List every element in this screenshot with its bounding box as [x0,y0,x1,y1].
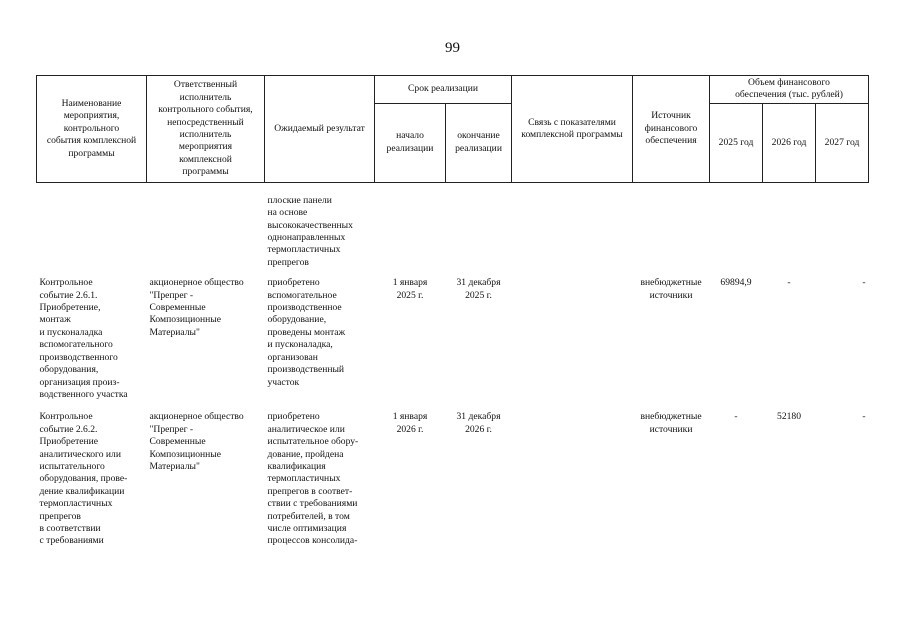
row-source: внебюджетные источники [640,411,702,435]
row-link [512,411,633,557]
page-number: 99 [445,40,460,56]
row-2026: - [787,277,791,289]
row-end: 31 декабря 2025 г. [456,277,501,301]
row-expected: приобретено аналитическое или испытательное обору- дование, пройдена квалификация термопластичных препрегов в соответ- ствии с требованиями потребителей, в том числе оптимизация процессов консолида- [267,411,359,547]
row-2026: 52180 [777,411,801,423]
table-row [37,277,869,411]
header-source: Источник финансового обеспечения [633,76,710,183]
row-start: 1 января 2026 г. [392,411,428,435]
row-2027: - [862,277,866,289]
header-end: окончание реализации [446,103,512,182]
row-2025: - [734,411,738,423]
row-link [512,277,633,411]
row-responsible: акционерное общество "Препрег - Современные Композиционные Материалы" [149,277,244,338]
header-2027: 2027 год [816,103,869,182]
header-period: Срок реализации [375,76,512,104]
header-link: Связь с показателями комплексной программы [512,76,633,183]
header-start: начало реализации [375,103,446,182]
row-end: 31 декабря 2026 г. [456,411,501,435]
row-2025: 69894,9 [720,277,752,289]
continuation-row [37,182,869,277]
row-name: Контрольное событие 2.6.1. Приобретение, монтаж и пусконаладка вспомогательного производственного оборудования, организация произ- водственного участка [39,277,128,400]
row-2027: - [862,411,866,423]
header-name: Наименование мероприятия, контрольного события комплексной программы [37,76,147,183]
row-start: 1 января 2025 г. [392,277,428,301]
header-funding: Объем финансового обеспечения (тыс. рублей) [710,76,869,104]
program-table [36,75,869,558]
header-responsible: Ответственный исполнитель контрольного события, непосредственный исполнитель мероприятия комплексной программы [147,76,265,183]
header-expected-result: Ожидаемый результат [265,76,375,183]
table-row [37,411,869,557]
header-2026: 2026 год [763,103,816,182]
header-2025: 2025 год [710,103,763,182]
row-name: Контрольное событие 2.6.2. Приобретение аналитического или испытательного оборудования, прове- дение квалификации термопластичных препрегов в соответствии с требованиями [39,411,128,547]
row-source: внебюджетные источники [640,277,702,301]
row-responsible: акционерное общество "Препрег - Современные Композиционные Материалы" [149,411,244,472]
continuation-expected: плоские панели на основе высококачественных однонаправленных термопластичных препрегов [267,194,353,268]
row-expected: приобретено вспомогательное производственное оборудование, проведены монтаж и пусконаладка, организован производственный участок [267,277,346,388]
